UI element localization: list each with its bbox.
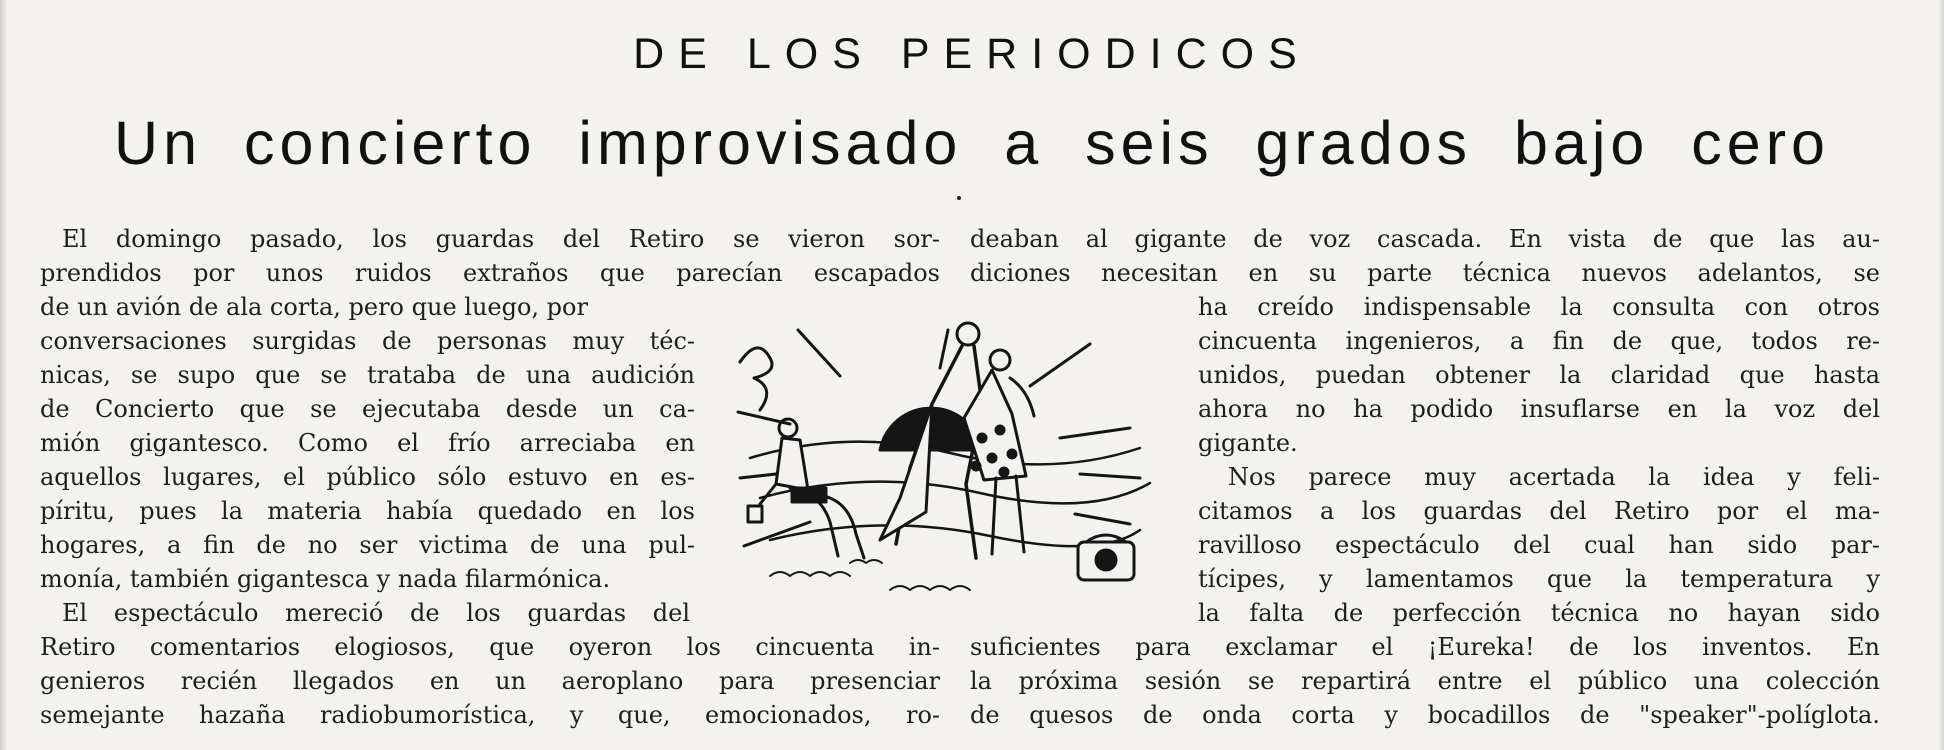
article-line: la próxima sesión se repartirá entre el público una colección [970, 667, 1880, 695]
article-line: gigante. [1198, 429, 1298, 457]
article-line: Retiro comentarios elogiosos, que oyeron los cincuenta in- [40, 633, 940, 661]
article-line: ahora no ha podido insuflarse en la voz del [1198, 395, 1880, 423]
article-line: de un avión de ala corta, pero que luego, por [40, 293, 588, 321]
article-line: ha creído indispensable la consulta con otros [1198, 293, 1880, 321]
article-line: prendidos por unos ruidos extraños que parecían escapados [40, 259, 940, 287]
article-line: unidos, puedan obtener la claridad que hasta [1198, 361, 1880, 389]
section-title: DE LOS PERIODICOS [633, 30, 1311, 78]
article-line: Nos parece muy acertada la idea y feli- [1228, 463, 1880, 491]
article-line: citamos a los guardas del Retiro por el ma- [1198, 497, 1880, 525]
article-line: nicas, se supo que se trataba de una audición [40, 361, 695, 389]
article-line: diciones necesitan en su parte técnica nuevos adelantos, se [970, 259, 1880, 287]
radio-set-icon [1078, 535, 1134, 580]
grass-tufts [770, 560, 970, 590]
article-line: semejante hazaña radiobumorística, y que, emocionados, ro- [40, 701, 940, 729]
article-line: de quesos de onda corta y bocadillos de "speaker"-políglota. [970, 701, 1880, 729]
article-line: mión gigantesco. Como el frío arreciaba en [40, 429, 695, 457]
article-line: El domingo pasado, los guardas del Retiro se vieron sor- [62, 225, 940, 253]
article-line: El espectáculo mereció de los guardas del [62, 599, 690, 627]
article-line: de Concierto que se ejecutaba desde un ca- [40, 395, 695, 423]
article-line: suficientes para exclamar el ¡Eureka! de los inventos. En [970, 633, 1880, 661]
article-line: conversaciones surgidas de personas muy téc- [40, 327, 695, 355]
article-line: cincuenta ingenieros, a fin de que, todos re- [1198, 327, 1880, 355]
print-speck [957, 196, 961, 200]
article-line: ravilloso espectáculo del cual han sido par- [1198, 531, 1880, 559]
article-line: aquellos lugares, el público sólo estuvo en es- [40, 463, 695, 491]
article-line: deaban al gigante de voz cascada. En vista de que las au- [970, 225, 1880, 253]
article-line: hogares, a fin de no ser victima de una pul- [40, 531, 695, 559]
article-line: píritu, pues la materia había quedado en los [40, 497, 695, 525]
dancing-couple-illustration [730, 308, 1170, 600]
article-line: genieros recién llegados en un aeroplano para presenciar [40, 667, 940, 695]
headline: Un concierto improvisado a seis grados bajo cero [114, 109, 1830, 177]
article-line: la falta de perfección técnica no hayan sido [1198, 599, 1880, 627]
article-line: monía, también gigantesca y nada filarmónica. [40, 565, 611, 593]
article-line: tícipes, y lamentamos que la temperatura y [1198, 565, 1880, 593]
